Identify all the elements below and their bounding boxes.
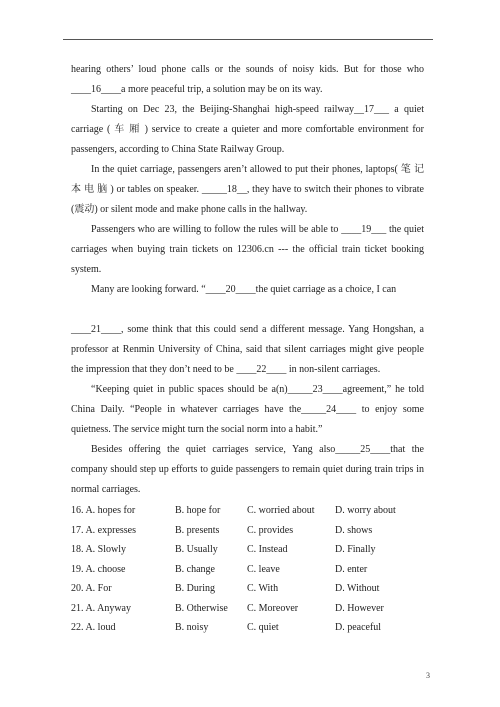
option-a: 20. A. For <box>71 583 112 594</box>
option-d: D. worry about <box>335 505 396 516</box>
option-row <box>71 579 424 599</box>
paragraph: Starting on Dec 23, the Beijing-Shanghai high-speed railway__17___ a quiet carriage ( 车 厢 ) service to create a quieter and more comfortable environment for passengers, according to China State Railway Group. <box>71 104 424 155</box>
option-d: D. shows <box>335 524 373 536</box>
page-number: 3 <box>426 671 430 680</box>
option-d: D. peaceful <box>335 622 382 633</box>
option-c: C. leave <box>247 563 280 575</box>
option-row <box>71 560 424 580</box>
paragraph: Passengers who are willing to follow the rules will be able to ____19___ the quiet carriages when buying train tickets on 12306.cn --- the official train ticket booking system. <box>71 224 424 275</box>
paragraph: “Keeping quiet in public spaces should be a(n)_____23____agreement,” he told China Daily. “People in whatever carriages have the_____24____ to enjoy some quietness. The service might turn the social norm into a habit.” <box>71 384 424 435</box>
option-d: D. Without <box>335 583 380 594</box>
paragraph: Many are looking forward. “____20____the quiet carriage as a choice, I can <box>91 284 397 295</box>
option-b: B. Otherwise <box>175 602 228 614</box>
paragraph: hearing others’ loud phone calls or the sounds of noisy kids. But for those who ____16____a more peaceful trip, a solution may be on its way. <box>71 64 424 95</box>
option-a: 21. A. Anyway <box>71 602 131 614</box>
option-row <box>71 501 424 521</box>
header-rule <box>63 39 433 40</box>
option-b: B. During <box>175 583 215 594</box>
answer-options <box>71 501 424 638</box>
option-c: C. quiet <box>247 622 279 633</box>
option-a: 16. A. hopes for <box>71 505 136 516</box>
option-b: B. Usually <box>175 544 218 555</box>
option-row <box>71 521 424 541</box>
paragraph: ____21____, some think that this could send a different message. Yang Hongshan, a professor at Renmin University of China, said that silent carriages might give people the impression that they don’t need to be ____22____ in non-silent carriages. <box>71 324 424 375</box>
option-c: C. Moreover <box>247 602 299 614</box>
option-d: D. enter <box>335 563 368 575</box>
option-row <box>71 540 424 560</box>
option-d: D. Finally <box>335 544 376 555</box>
article <box>71 60 424 638</box>
option-a: 17. A. expresses <box>71 524 136 536</box>
option-b: B. change <box>175 563 215 575</box>
option-a: 19. A. choose <box>71 563 126 575</box>
option-b: B. presents <box>175 524 220 536</box>
blank-line <box>71 300 424 320</box>
option-c: C. With <box>247 583 279 594</box>
option-a: 22. A. loud <box>71 622 116 633</box>
option-b: B. hope for <box>175 505 221 516</box>
option-row <box>71 618 424 638</box>
option-b: B. noisy <box>175 622 209 633</box>
paragraph: In the quiet carriage, passengers aren’t allowed to put their phones, laptops( 笔 记 本 电 脑 ) or tables on speaker. _____18__, they have to switch their phones to vibrate (震动) or silent mode and make phone calls in the hallway. <box>71 164 424 215</box>
option-row <box>71 599 424 619</box>
option-c: C. provides <box>247 524 294 536</box>
option-d: D. However <box>335 602 384 614</box>
option-c: C. worried about <box>247 505 315 516</box>
option-a: 18. A. Slowly <box>71 544 127 555</box>
paragraph: Besides offering the quiet carriages service, Yang also_____25____that the company should step up efforts to guide passengers to remain quiet during train trips in normal carriages. <box>71 444 424 495</box>
option-c: C. Instead <box>247 544 288 555</box>
